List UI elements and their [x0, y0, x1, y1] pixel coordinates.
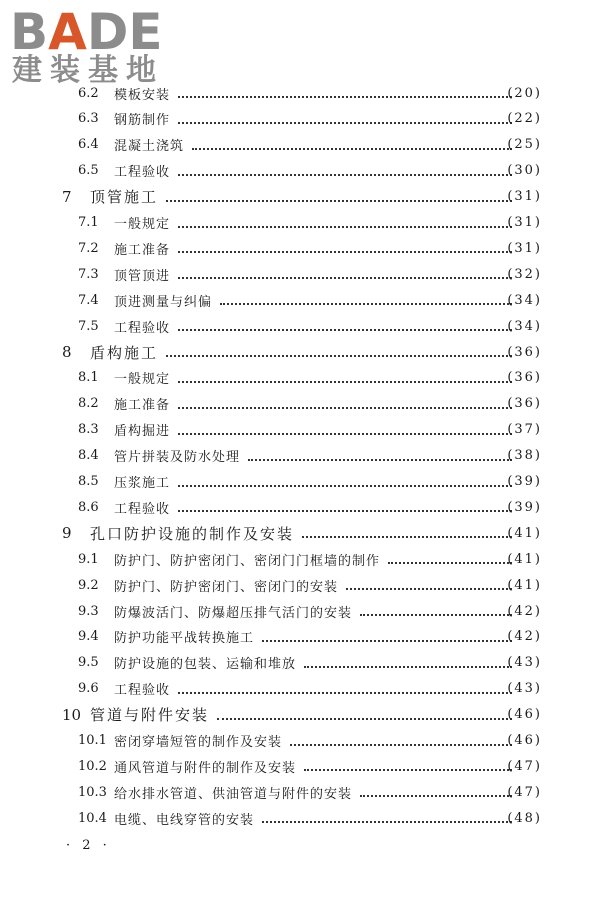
toc-dot-leader	[262, 640, 512, 642]
toc-entry-page: (34)	[507, 292, 542, 308]
toc-dot-leader	[360, 614, 512, 616]
toc-entry-number: 7	[62, 187, 72, 206]
toc-dot-leader	[166, 200, 512, 202]
toc-dot-leader	[166, 355, 512, 357]
toc-entry-title: 防护设施的包装、运输和堆放	[114, 657, 297, 673]
toc-entry-page: (36)	[507, 396, 542, 412]
logo-wordmark	[10, 4, 163, 60]
toc-section-row[interactable]	[0, 289, 600, 311]
toc-section-row[interactable]	[0, 496, 600, 518]
toc-section-row[interactable]	[0, 263, 600, 285]
toc-dot-leader	[178, 510, 512, 512]
toc-entry-page: (34)	[507, 318, 542, 334]
toc-entry-number: 9.1	[78, 551, 99, 567]
toc-entry-title: 工程验收	[114, 320, 171, 336]
toc-entry-page: (36)	[507, 344, 542, 360]
toc-entry-number: 9.6	[78, 681, 99, 697]
toc-entry-number: 8.4	[78, 448, 99, 464]
toc-entry-page: (39)	[507, 499, 542, 515]
toc-entry-number: 9	[62, 524, 72, 543]
toc-entry-number: 8.2	[78, 396, 99, 412]
toc-chapter-row[interactable]	[0, 341, 600, 363]
toc-section-row[interactable]	[0, 419, 600, 441]
toc-dot-leader	[178, 692, 512, 694]
toc-entry-number: 8.1	[78, 370, 99, 386]
toc-entry-page: (41)	[507, 577, 542, 593]
bade-logo	[10, 4, 180, 96]
toc-entry-title: 一般规定	[114, 217, 171, 232]
toc-entry-title: 顶管顶进	[114, 268, 171, 284]
toc-dot-leader	[178, 329, 512, 331]
toc-dot-leader	[217, 718, 512, 720]
toc-entry-title: 电缆、电线穿管的安装	[114, 812, 255, 828]
toc-dot-leader	[178, 407, 512, 409]
toc-dot-leader	[262, 821, 512, 823]
toc-section-row[interactable]	[0, 807, 600, 829]
toc-entry-number: 9.2	[78, 577, 99, 593]
toc-entry-title: 工程验收	[114, 165, 171, 181]
toc-entry-page: (31)	[507, 240, 542, 256]
toc-dot-leader	[178, 381, 512, 383]
toc-section-row[interactable]	[0, 755, 600, 777]
toc-entry-page: (47)	[507, 758, 542, 774]
toc-entry-number: 9.3	[78, 603, 99, 619]
toc-dot-leader	[178, 485, 512, 487]
toc-dot-leader	[290, 744, 512, 746]
toc-entry-title: 管道与附件安装	[90, 706, 210, 725]
toc-dot-leader	[346, 588, 512, 590]
toc-entry-page: (25)	[507, 137, 542, 153]
toc-section-row[interactable]	[0, 781, 600, 803]
toc-entry-page: (41)	[507, 525, 542, 541]
toc-entry-title: 一般规定	[114, 372, 171, 388]
toc-section-row[interactable]	[0, 730, 600, 752]
toc-entry-title: 通风管道与附件的制作及安装	[114, 760, 297, 776]
logo-letter-a-accent: A	[48, 3, 87, 61]
toc-entry-title: 管片拼装及防水处理	[114, 450, 241, 466]
toc-section-row[interactable]	[0, 574, 600, 596]
toc-entry-number: 9.5	[78, 655, 99, 671]
toc-dot-leader	[178, 226, 512, 228]
toc-section-row[interactable]	[0, 212, 600, 234]
toc-entry-number: 6.2	[78, 85, 99, 101]
logo-letter-b: B	[10, 3, 49, 61]
toc-section-row[interactable]	[0, 367, 600, 389]
toc-entry-title: 给水排水管道、供油管道与附件的安装	[114, 786, 353, 802]
toc-dot-leader	[178, 277, 512, 279]
toc-entry-title: 孔口防护设施的制作及安装	[90, 524, 295, 543]
toc-entry-title: 钢筋制作	[114, 113, 171, 129]
toc-dot-leader	[178, 251, 512, 253]
toc-entry-number: 8.6	[78, 499, 99, 515]
toc-section-row[interactable]	[0, 678, 600, 700]
toc-entry-number: 7.5	[78, 318, 99, 334]
toc-dot-leader	[302, 536, 512, 538]
toc-dot-leader	[220, 303, 512, 305]
toc-entry-number: 7.1	[78, 215, 99, 230]
toc-entry-page: (43)	[507, 681, 542, 697]
toc-entry-title: 顶进测量与纠偏	[114, 294, 213, 310]
toc-dot-leader	[304, 769, 512, 771]
toc-entry-number: 10.2	[78, 758, 107, 774]
toc-section-row[interactable]	[0, 108, 600, 130]
toc-entry-page: (20)	[507, 85, 542, 101]
toc-chapter-row[interactable]	[0, 704, 600, 726]
toc-dot-leader	[178, 96, 512, 98]
toc-entry-title: 防护门、防护密闭门、密闭门的安装	[114, 579, 339, 595]
toc-entry-page: (31)	[507, 215, 542, 230]
toc-entry-number: 7.4	[78, 292, 99, 308]
toc-entry-page: (42)	[507, 603, 542, 619]
toc-dot-leader	[304, 666, 512, 668]
toc-entry-number: 6.3	[78, 111, 99, 127]
toc-section-row[interactable]	[0, 445, 600, 467]
toc-dot-leader	[192, 148, 512, 150]
toc-entry-number: 8	[62, 343, 72, 361]
toc-entry-title: 防爆波活门、防爆超压排气活门的安装	[114, 605, 353, 621]
toc-entry-page: (43)	[507, 655, 542, 671]
page-number: · 2 ·	[66, 838, 111, 853]
toc-entry-page: (39)	[507, 474, 542, 489]
toc-entry-number: 10.4	[78, 810, 107, 826]
toc-entry-title: 盾构掘进	[114, 424, 171, 440]
toc-entry-page: (31)	[507, 189, 542, 205]
toc-section-row[interactable]	[0, 393, 600, 415]
toc-dot-leader	[178, 122, 512, 124]
toc-section-row[interactable]	[0, 315, 600, 337]
toc-entry-title: 工程验收	[114, 683, 171, 699]
toc-entry-page: (42)	[507, 629, 542, 645]
toc-entry-number: 6.4	[78, 137, 99, 153]
toc-section-row[interactable]	[0, 652, 600, 674]
toc-entry-title: 工程验收	[114, 501, 171, 517]
toc-entry-page: (38)	[507, 448, 542, 464]
toc-entry-number: 10	[62, 705, 82, 724]
toc-entry-number: 8.3	[78, 422, 99, 438]
toc-entry-number: 7.3	[78, 266, 99, 282]
toc-section-row[interactable]	[0, 471, 600, 493]
toc-section-row[interactable]	[0, 600, 600, 622]
toc-entry-title: 防护功能平战转换施工	[114, 631, 255, 647]
toc-chapter-row[interactable]	[0, 522, 600, 544]
toc-entry-title: 模板安装	[114, 87, 171, 103]
toc-entry-page: (32)	[507, 266, 542, 282]
toc-entry-page: (30)	[507, 163, 542, 179]
logo-letters-de: DE	[86, 3, 163, 61]
toc-entry-number: 6.5	[78, 163, 99, 179]
toc-entry-page: (48)	[507, 810, 542, 826]
toc-entry-number: 8.5	[78, 474, 99, 489]
toc-entry-title: 混凝土浇筑	[114, 139, 185, 155]
toc-entry-page: (41)	[507, 551, 542, 567]
toc-dot-leader	[360, 795, 512, 797]
toc-entry-title: 压浆施工	[114, 476, 171, 491]
toc-entry-title: 顶管施工	[90, 188, 159, 207]
toc-chapter-row[interactable]	[0, 186, 600, 208]
toc-entry-number: 7.2	[78, 240, 99, 256]
toc-entry-page: (47)	[507, 784, 542, 800]
toc-entry-title: 防护门、防护密闭门、密闭门门框墙的制作	[114, 553, 381, 569]
toc-entry-page: (36)	[507, 370, 542, 386]
toc-entry-title: 盾构施工	[90, 343, 159, 362]
toc-entry-title: 施工准备	[114, 398, 171, 414]
toc-dot-leader	[388, 562, 512, 564]
toc-entry-number: 10.3	[78, 784, 107, 800]
toc-entry-title: 密闭穿墙短管的制作及安装	[114, 735, 283, 750]
toc-section-row[interactable]	[0, 548, 600, 570]
toc-entry-number: 10.1	[78, 733, 107, 748]
toc-entry-number: 9.4	[78, 629, 99, 645]
logo-subtitle: 建装基地	[12, 53, 164, 88]
toc-entry-page: (46)	[507, 733, 542, 748]
toc-dot-leader	[248, 459, 512, 461]
toc-dot-leader	[178, 174, 512, 176]
toc-dot-leader	[178, 433, 512, 435]
toc-entry-page: (37)	[507, 422, 542, 438]
toc-entry-page: (22)	[507, 111, 542, 127]
toc-section-row[interactable]	[0, 160, 600, 182]
toc-entry-page: (46)	[507, 707, 542, 723]
toc-section-row[interactable]	[0, 237, 600, 259]
toc-section-row[interactable]	[0, 626, 600, 648]
toc-section-row[interactable]	[0, 134, 600, 156]
toc-entry-title: 施工准备	[114, 242, 171, 258]
